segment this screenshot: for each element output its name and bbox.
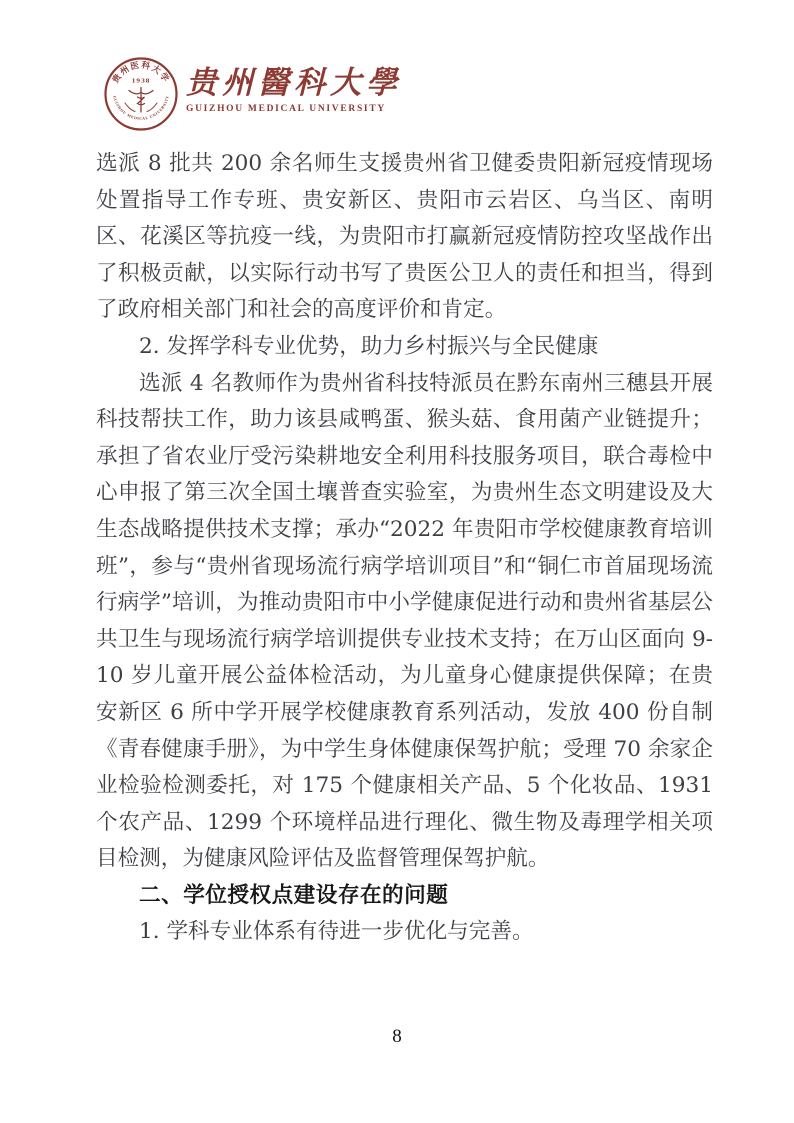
- paragraph: 选派 4 名教师作为贵州省科技特派员在黔东南州三穗县开展科技帮扶工作，助力该县咸鸭蛋、猴头菇、食用菌产业链提升；承担了省农业厅受污染耕地安全利用科技服务项目，联合毒检中心申报了第三次全国土壤普查实验室，为贵州生态文明建设及大生态战略提供技术支撑；承办“2022 年贵阳市学校健康教育培训班”，参与“贵州省现场流行病学培训项目”和“铜仁市首届现场流行病学”培训，为推动贵阳市中小学健康促进行动和贵州省基层公共卫生与现场流行病学培训提供专业技术支持；在万山区面向 9-10 岁儿童开展公益体检活动，为儿童身心健康提供保障；在贵安新区 6 所中学开展学校健康教育系列活动，发放 400 份自制《青春健康手册》，为中学生身体健康保驾护航；受理 70 余家企业检验检测委托，对 175 个健康相关产品、5 个化妆品、1931 个农产品、1299 个环境样品进行理化、微生物及毒理学相关项目检测，为健康风险评估及监督管理保驾护航。: [96, 370, 713, 872]
- university-header: [103, 56, 402, 132]
- paragraph: 选派 8 批共 200 余名师生支援贵州省卫健委贵阳新冠疫情现场处置指导工作专班、贵安新区、贵阳市云岩区、乌当区、南明区、花溪区等抗疫一线，为贵阳市打赢新冠疫情防控攻坚战作出了积极贡献，以实际行动书写了贵医公卫人的责任和担当，得到了政府相关部门和社会的高度评价和肯定。: [96, 151, 713, 323]
- seal-graphic: [103, 56, 179, 132]
- university-name-calligraphy: 贵州醫科大學: [186, 65, 402, 101]
- seal-bottom-text: GUIZHOU MEDICAL UNIVERSITY: [112, 95, 170, 121]
- page-number: 8: [392, 1026, 402, 1047]
- university-brand: [186, 56, 402, 114]
- caduceus-icon: [125, 88, 157, 113]
- document-body: [96, 146, 713, 951]
- paragraph: 1. 学科专业体系有待进一步优化与完善。: [139, 919, 534, 945]
- section-heading: 二、学位授权点建设存在的问题: [139, 882, 449, 908]
- seal-year: 1938: [131, 78, 151, 85]
- paragraph: 2. 发挥学科专业优势，助力乡村振兴与全民健康: [139, 333, 599, 359]
- university-name-english: GUIZHOU MEDICAL UNIVERSITY: [186, 104, 386, 114]
- page-footer: [0, 1026, 794, 1048]
- university-seal-logo: [103, 56, 179, 132]
- seal-top-text: 贵州医科大学: [110, 60, 172, 86]
